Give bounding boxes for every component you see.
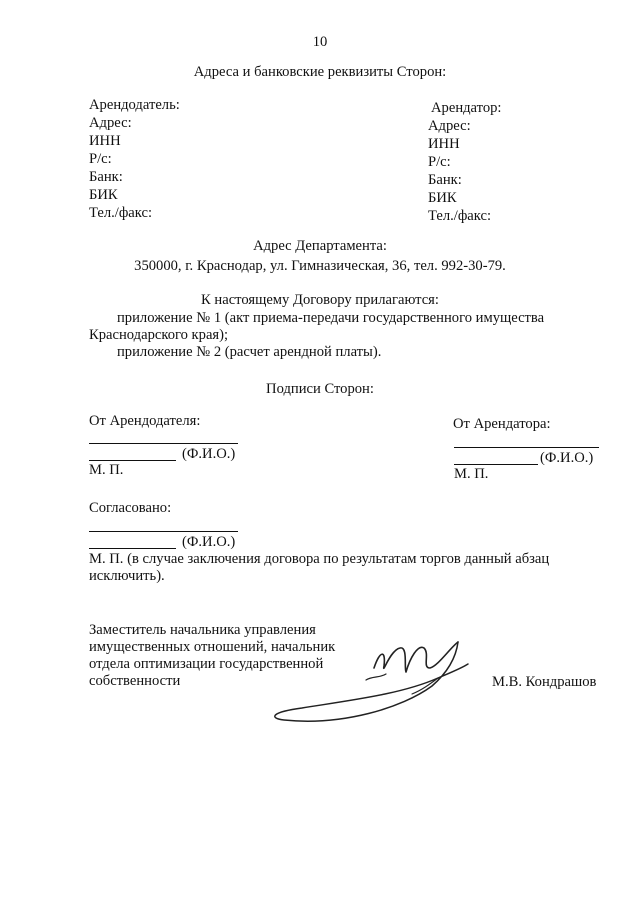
- lessee-requisites: [428, 100, 501, 226]
- lessee-phone-label: Тел./факс:: [428, 208, 492, 224]
- attachments-title: К настоящему Договору прилагаются:: [201, 292, 439, 308]
- lessee-account-label: Р/с:: [428, 154, 451, 170]
- signer-position-line-4: собственности: [89, 673, 181, 689]
- lessor-title: Арендодатель:: [89, 97, 180, 113]
- lessor-phone-label: Тел./факс:: [89, 205, 153, 221]
- lessee-signature-line: [454, 447, 599, 448]
- lessor-bank-label: Банк:: [89, 169, 123, 185]
- signatures-title: Подписи Сторон:: [266, 381, 374, 397]
- lessor-bik-label: БИК: [89, 187, 118, 203]
- lessee-title: Арендатор:: [431, 100, 502, 116]
- agreed-fio-line: [89, 548, 176, 549]
- from-lessor-label: От Арендодателя:: [89, 413, 201, 429]
- lessee-fio-line: [454, 464, 538, 465]
- signer-position-line-1: Заместитель начальника управления: [89, 622, 316, 638]
- lessee-bik-label: БИК: [428, 190, 457, 206]
- agreed-note-text: М. П. (в случае заключения договора по результатам торгов данный абзац: [89, 551, 550, 567]
- signer-position-line-2: имущественных отношений, начальник: [89, 639, 336, 655]
- department-title: Адрес Департамента:: [253, 238, 387, 254]
- lessee-address-label: Адрес:: [428, 118, 471, 134]
- signer-position-line-3: отдела оптимизации государственной: [89, 656, 324, 672]
- attachment-1-text: приложение № 1 (акт приема-передачи государственного имущества: [117, 310, 545, 326]
- lessee-bank-label: Банк:: [428, 172, 462, 188]
- lessor-stamp-label: М. П.: [89, 462, 124, 478]
- attachment-1-line-2: Краснодарского края);: [89, 327, 229, 343]
- lessor-inn-label: ИНН: [89, 133, 121, 149]
- attachment-1-line-1: [117, 310, 603, 328]
- lessee-stamp-label: М. П.: [454, 466, 489, 482]
- lessor-fio-label: (Ф.И.О.): [182, 446, 236, 462]
- attachment-2: приложение № 2 (расчет арендной платы).: [117, 344, 382, 360]
- lessor-signature-line: [89, 443, 238, 444]
- section-title: Адреса и банковские реквизиты Сторон:: [193, 64, 447, 80]
- lessor-fio-line: [89, 460, 176, 461]
- signer-name: М.В. Кондрашов: [492, 674, 597, 690]
- agreed-signature-line: [89, 531, 238, 532]
- lessor-requisites: [89, 97, 180, 223]
- agreed-fio-label: (Ф.И.О.): [182, 534, 236, 550]
- lessee-inn-label: ИНН: [428, 136, 460, 152]
- department-address: 350000, г. Краснодар, ул. Гимназическая, 36, тел. 992-30-79.: [134, 258, 506, 274]
- lessee-fio-label: (Ф.И.О.): [540, 450, 594, 466]
- page-number: 10: [312, 34, 328, 50]
- agreed-label: Согласовано:: [89, 500, 172, 516]
- agreed-note-line-1: [89, 551, 603, 569]
- handwritten-signature: [262, 628, 482, 738]
- agreed-note-line-2: исключить).: [89, 568, 165, 584]
- from-lessee-label: От Арендатора:: [453, 416, 551, 432]
- lessor-account-label: Р/с:: [89, 151, 112, 167]
- lessor-address-label: Адрес:: [89, 115, 132, 131]
